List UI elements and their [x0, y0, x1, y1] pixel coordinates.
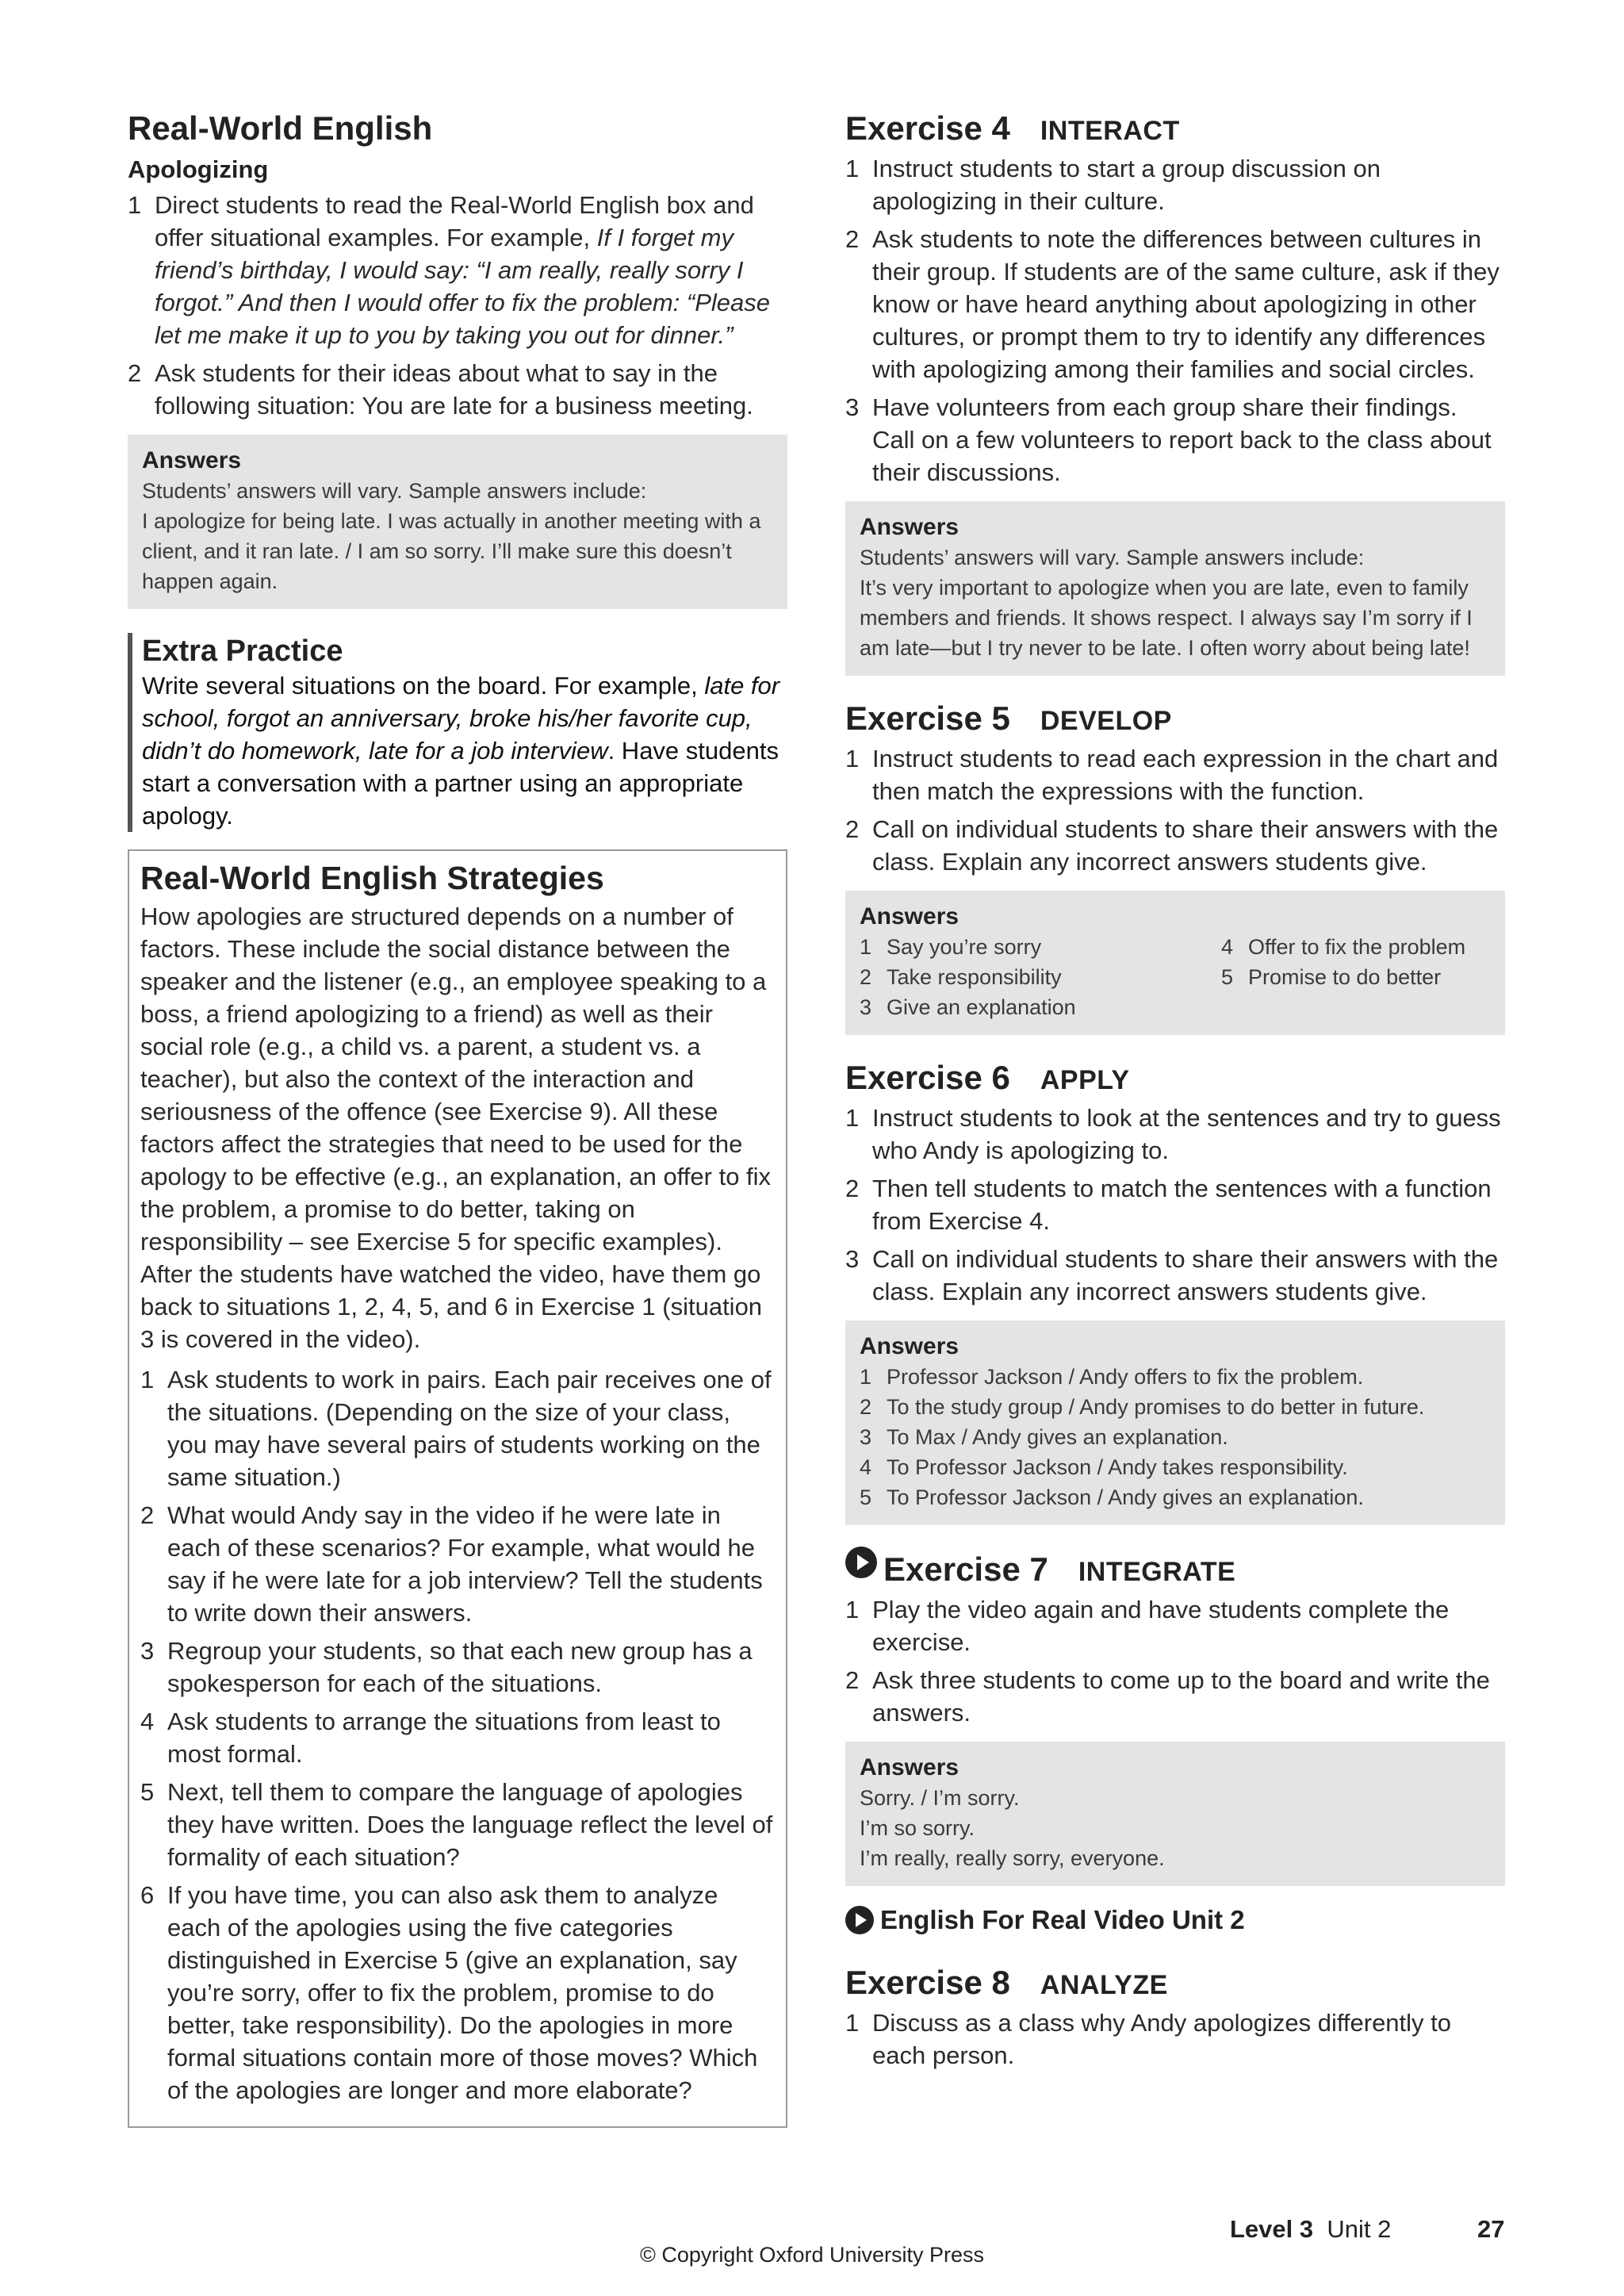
answer-line: I’m so sorry.: [860, 1816, 975, 1840]
answer-item: 1 Say you’re sorry: [860, 935, 1042, 959]
list-item: 2 What would Andy say in the video if he were late in each of these scenarios? For example, what would he say if he were late for a job interview? Tell the students to write down their answers.: [140, 1501, 763, 1627]
list-item: 4 Ask students to arrange the situations from least to most formal.: [140, 1708, 721, 1769]
copyright: © Copyright Oxford University Press: [639, 2243, 985, 2267]
answer-item: 2 To the study group / Andy promises to do better in future.: [860, 1395, 1425, 1419]
exercise-list: [845, 1593, 1505, 1729]
list-item: 1 Instruct students to look at the sentences and try to guess who Andy is apologizing to.: [845, 1104, 1501, 1164]
list-item: 1 Direct students to read the Real-World English box and offer situational examples. For example, If I forget my friend’s birthday, I would say: “I am really, really sorry I forgot.” And then I would offer to fix the problem: “Please let me make it up to you by taking you out for dinner.”: [128, 191, 770, 350]
exercise-header: [845, 1964, 1505, 2002]
footer-level: Level 3: [1230, 2215, 1314, 2243]
list-item: 2 Ask three students to come up to the board and write the answers.: [845, 1666, 1490, 1727]
list-item: 3 Regroup your students, so that each new group has a spokesperson for each of the situations.: [140, 1637, 753, 1698]
answer-line: Students’ answers will vary. Sample answers include:: [142, 479, 647, 504]
exercise-list: [845, 742, 1505, 878]
exercise-5-answers-box: [845, 891, 1505, 1035]
extra-practice-body: Write several situations on the board. For example, late for school, forgot an anniversary, broke his/her favorite cup, didn’t do homework, late for a job interview. Have students start a conversation with a partner using an appropriate apology.: [142, 672, 780, 830]
list-item: 1 Play the video again and have students complete the exercise.: [845, 1596, 1450, 1656]
extra-practice-box: [128, 633, 787, 832]
exercise-title: Exercise 7: [883, 1550, 1048, 1588]
answer-line: It’s very important to apologize when you are late, even to family members and friends. It shows respect. I always say I’m sorry if I am late—but I try never to be late. I often worry about being late!: [860, 576, 1473, 660]
answer-line: Students’ answers will vary. Sample answers include:: [860, 546, 1365, 569]
exercise-title: Exercise 5: [845, 700, 1010, 737]
exercise-list: [845, 2007, 1505, 2072]
footer-unit: Unit 2: [1327, 2215, 1392, 2243]
list-item: 1 Ask students to work in pairs. Each pair receives one of the situations. (Depending on the size of your class, you may have several pairs of students working on the same situation.): [140, 1366, 772, 1492]
exercise-keyword: INTERACT: [1040, 116, 1180, 146]
list-item: 1 Discuss as a class why Andy apologizes differently to each person.: [845, 2009, 1452, 2069]
answers-heading: Answers: [860, 514, 959, 540]
exercise-title: Exercise 8: [845, 1964, 1010, 2001]
answers-grid: [860, 932, 1491, 1022]
play-video-icon: [845, 1906, 874, 1934]
answer-item: 5 Promise to do better: [1221, 965, 1442, 989]
strategies-box: [128, 849, 787, 2128]
footer-level-unit: [1230, 2215, 1391, 2244]
answer-item: 5 To Professor Jackson / Andy gives an explanation.: [860, 1485, 1364, 1509]
list-item: 2 Ask students to note the differences between cultures in their group. If students are of the same culture, ask if they know or have heard anything about apologizing in other cultures, or prompt them to try to identify any differences with apologizing among their families and social circles.: [845, 225, 1500, 383]
list-item: 6 If you have time, you can also ask them to analyze each of the apologies using the five categories distinguished in Exercise 5 (give an explanation, say you’re sorry, offer to fix the problem, promise to do better, take responsibility). Do the apologies in more formal situations contain more of those moves? Which of the apologies are longer and more elaborate?: [140, 1881, 758, 2105]
rwe-list: [128, 189, 787, 422]
exercise-keyword: DEVELOP: [1040, 706, 1172, 736]
answers-heading: Answers: [142, 447, 242, 474]
exercise-4: [845, 109, 1505, 676]
video-link-label: English For Real Video Unit 2: [880, 1905, 1245, 1934]
extra-practice-title: Extra Practice: [142, 634, 343, 669]
exercise-8: [845, 1964, 1505, 2072]
answer-item: 3 Give an explanation: [860, 995, 1076, 1019]
list-item: 5 Next, tell them to compare the language of apologies they have written. Does the language reflect the level of formality of each situation?: [140, 1778, 773, 1872]
play-video-icon[interactable]: [845, 1547, 877, 1578]
exercise-6-answers-box: [845, 1320, 1505, 1525]
answer-item: 1 Professor Jackson / Andy offers to fix the problem.: [860, 1365, 1364, 1389]
exercise-7-answers-box: [845, 1742, 1505, 1886]
answer-item: 3 To Max / Andy gives an explanation.: [860, 1425, 1228, 1449]
rwe-subtitle: Apologizing: [128, 155, 269, 184]
answer-line: I apologize for being late. I was actually in another meeting with a client, and it ran late. / I am so sorry. I’ll make sure this doesn’t happen again.: [142, 509, 761, 594]
page-number: 27: [1477, 2215, 1505, 2243]
exercise-header: [845, 1549, 1505, 1589]
list-item: 1 Instruct students to start a group discussion on apologizing in their culture.: [845, 155, 1381, 215]
exercise-list: [845, 1102, 1505, 1308]
answers-heading: Answers: [860, 1754, 959, 1780]
exercise-header: [845, 1059, 1505, 1097]
rwe-title: Real-World English: [128, 109, 433, 147]
answers-heading: Answers: [860, 903, 959, 930]
exercise-header: [845, 700, 1505, 738]
strategies-list: [140, 1363, 775, 2106]
right-column: [845, 109, 1505, 2095]
answers-heading: Answers: [860, 1333, 959, 1359]
exercise-keyword: APPLY: [1040, 1065, 1130, 1095]
video-link[interactable]: [845, 1905, 1505, 1935]
exercise-title: Exercise 4: [845, 109, 1010, 147]
answer-item: 4 Offer to fix the problem: [1221, 935, 1466, 959]
answer-line: Sorry. / I’m sorry.: [860, 1786, 1020, 1810]
exercise-7: [845, 1549, 1505, 1886]
exercise-5: [845, 700, 1505, 1035]
answers-column-1: [860, 932, 1221, 1022]
answer-line: I’m really, really sorry, everyone.: [860, 1846, 1165, 1870]
exercise-keyword: ANALYZE: [1040, 1970, 1168, 2000]
exercise-6: [845, 1059, 1505, 1525]
exercise-keyword: INTEGRATE: [1078, 1557, 1236, 1587]
list-item: 2 Call on individual students to share their answers with the class. Explain any incorrect answers students give.: [845, 815, 1499, 876]
rwe-answers-box: [128, 435, 787, 609]
answer-item: 2 Take responsibility: [860, 965, 1062, 989]
exercise-4-answers-box: [845, 501, 1505, 676]
exercise-header: [845, 109, 1505, 148]
list-item: 1 Instruct students to read each expression in the chart and then match the expressions with the function.: [845, 745, 1499, 805]
answers-list: [860, 1362, 1491, 1512]
answer-item: 4 To Professor Jackson / Andy takes responsibility.: [860, 1455, 1348, 1479]
list-item: 2 Ask students for their ideas about what to say in the following situation: You are late for a business meeting.: [128, 359, 753, 420]
strategies-title: Real-World English Strategies: [140, 860, 604, 897]
left-column: [128, 109, 787, 2128]
exercise-list: [845, 152, 1505, 489]
exercise-title: Exercise 6: [845, 1059, 1010, 1096]
strategies-body: How apologies are structured depends on a number of factors. These include the social distance between the speaker and the listener (e.g., an employee speaking to a boss, a friend apologizing to a friend) as well as their social role (e.g., a child vs. a parent, a student vs. a teacher), but also the context of the interaction and seriousness of the offence (see Exercise 9). All these factors affect the strategies that need to be used for the apology to be effective (e.g., an explanation, an offer to fix the problem, a promise to do better, taking on responsibility – see Exercise 5 for specific examples). After the students have watched the video, have them go back to situations 1, 2, 4, 5, and 6 in Exercise 1 (situation 3 is covered in the video).: [140, 903, 772, 1354]
answers-column-2: [1221, 932, 1491, 1022]
list-item: 2 Then tell students to match the sentences with a function from Exercise 4.: [845, 1175, 1492, 1235]
list-item: 3 Call on individual students to share their answers with the class. Explain any incorrect answers students give.: [845, 1245, 1499, 1305]
list-item: 3 Have volunteers from each group share their findings. Call on a few volunteers to report back to the class about their discussions.: [845, 393, 1492, 486]
